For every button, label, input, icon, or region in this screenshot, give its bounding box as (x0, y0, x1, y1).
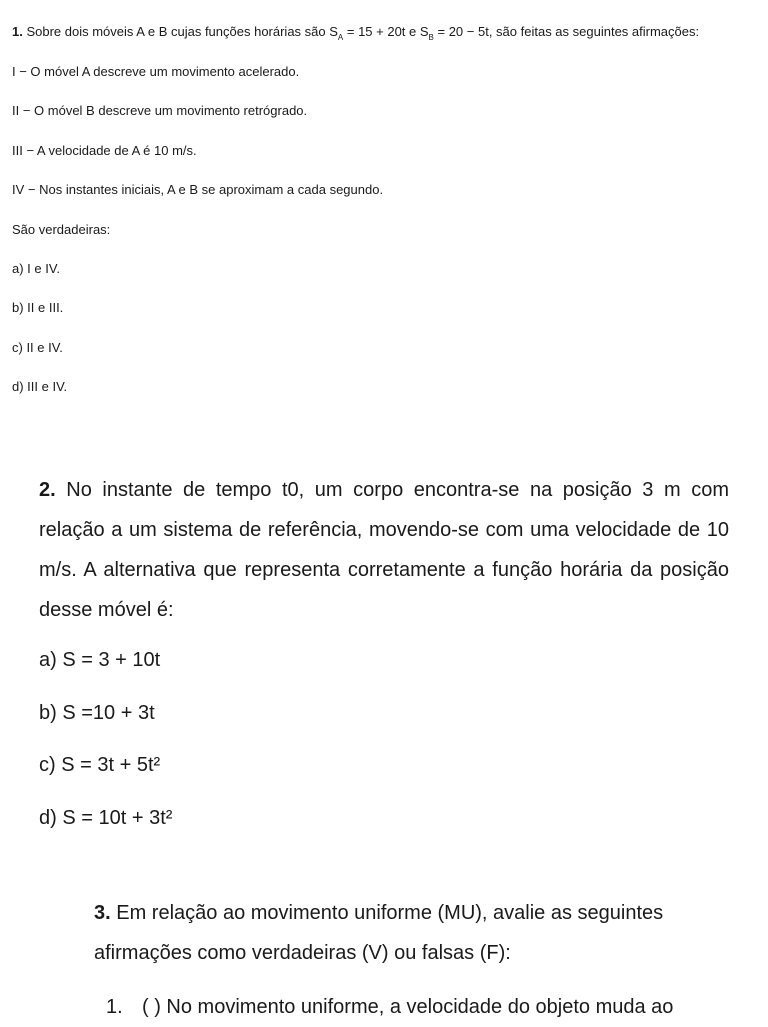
question-2-options (39, 640, 729, 850)
statement-iii: III − A velocidade de A é 10 m/s. (12, 142, 197, 158)
question-2 (39, 470, 729, 850)
question-1-number: 1. (12, 24, 23, 39)
question-2-number: 2. (39, 479, 56, 501)
statement-iv: IV − Nos instantes iniciais, A e B se aproximam a cada segundo. (12, 182, 384, 198)
question-3-item-number: 1. (106, 996, 123, 1018)
question-3-number: 3. (94, 902, 111, 924)
question-2-option-c: c) S = 3t + 5t² (39, 754, 161, 776)
question-1-option-c: c) II e IV. (12, 339, 63, 355)
statement-i: I − O móvel A descreve um movimento acelerado. (12, 64, 300, 79)
question-1 (12, 22, 756, 417)
question-2-option-b: b) S =10 + 3t (39, 701, 155, 724)
question-2-stem-text: No instante de tempo t0, um corpo encontra-se na posição 3 m com relação a um sistema de referência, movendo-se com uma velocidade de 10 m/s. A alternativa que representa corretamente a função horária da posição desse móvel é: (39, 479, 729, 621)
question-1-stem-text-3: = 20 − 5t, são feitas as seguintes afirmações: (433, 24, 700, 39)
question-1-stem-text-2: = 15 + 20t e S (343, 24, 429, 39)
question-1-option-a: a) I e IV. (12, 260, 60, 276)
subscript-a: A (337, 33, 344, 42)
question-2-option-d: d) S = 10t + 3t² (39, 806, 173, 829)
subscript-b: B (428, 33, 434, 42)
question-3-stem-text: Em relação ao movimento uniforme (MU), avalie as seguintes afirmações como verdadeiras (V) ou falsas (F): (94, 902, 664, 964)
question-3 (94, 893, 734, 1027)
question-2-option-a: a) S = 3 + 10t (39, 649, 161, 671)
question-1-prompt: São verdadeiras: (12, 221, 111, 237)
question-1-stem (12, 22, 756, 62)
question-3-item-text: ( ) No movimento uniforme, a velocidade do objeto muda ao (142, 996, 674, 1018)
question-2-stem (39, 470, 729, 630)
statement-ii: II − O móvel B descreve um movimento retrógrado. (12, 103, 308, 119)
question-3-stem (94, 893, 734, 973)
question-3-item-1 (94, 987, 734, 1027)
question-1-option-b: b) II e III. (12, 300, 64, 316)
question-1-option-d: d) III e IV. (12, 379, 68, 395)
question-1-stem-text-1: Sobre dois móveis A e B cujas funções horárias são S (22, 24, 338, 39)
